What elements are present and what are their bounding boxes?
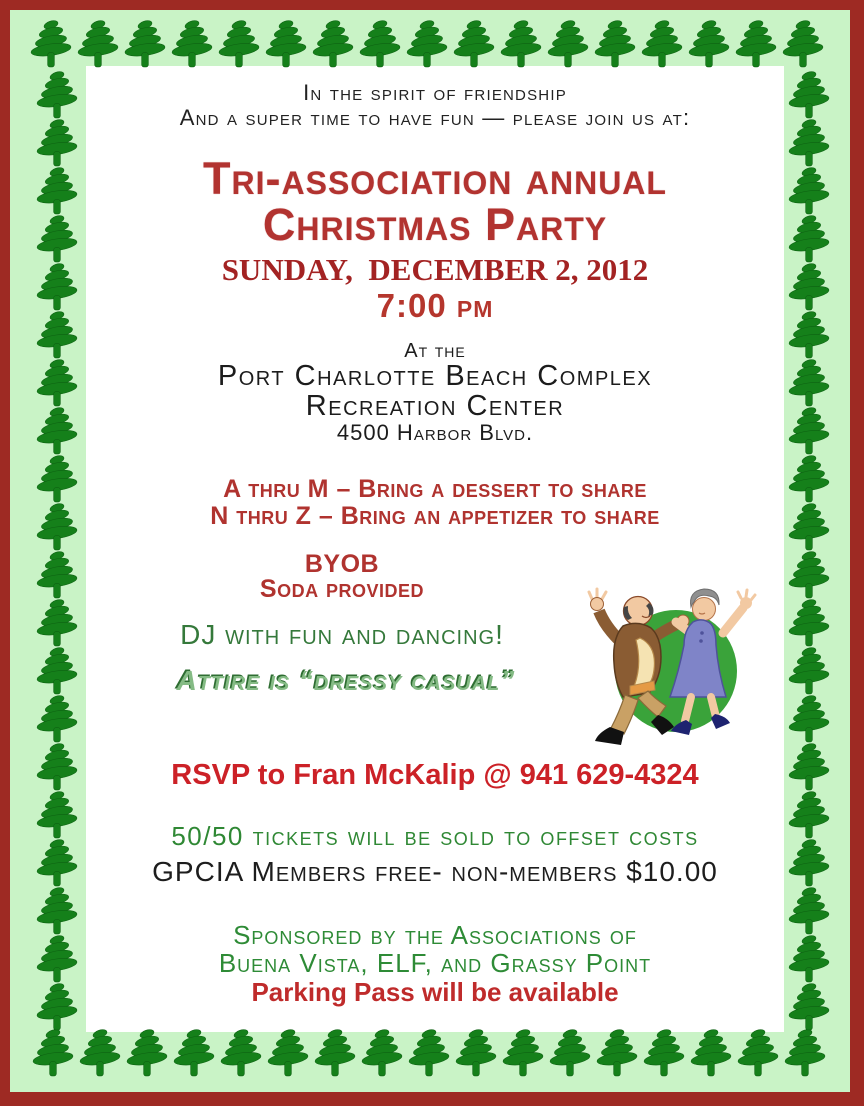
bring-line-2: N thru Z – Bring an appetizer to share	[210, 502, 660, 530]
rsvp-line: RSVP to Fran McKalip @ 941 629-4324	[171, 759, 699, 791]
venue-address: 4500 Harbor Blvd.	[336, 420, 534, 445]
parking-line: Parking Pass will be available	[251, 977, 619, 1007]
title-line-2: Christmas Party	[262, 199, 608, 250]
event-date: SUNDAY, DECEMBER 2, 2012	[221, 252, 649, 287]
drinks-info	[86, 552, 598, 602]
intro-line-1: In the spirit of friendship	[303, 80, 567, 105]
soda-line: Soda provided	[259, 575, 425, 603]
page-title	[86, 153, 784, 250]
sponsors-line-1: Sponsored by the Associations of	[233, 920, 637, 950]
tickets-line: 50/50 tickets will be sold to offset costs	[171, 821, 699, 851]
attire-line: Attire is “dressy casual”	[176, 665, 516, 696]
intro-line-2: And a super time to have fun — please join us at:	[179, 105, 691, 130]
intro-text	[86, 80, 784, 130]
venue-name-line-2: Recreation Center	[305, 390, 565, 422]
entertainment-line: DJ with fun and dancing!	[180, 619, 504, 650]
event-time: 7:00 pm	[376, 287, 494, 324]
dancing-elderly-couple-clipart	[553, 578, 769, 766]
flyer-content	[86, 66, 784, 1032]
byob-line: BYOB	[304, 550, 380, 578]
venue-lead-in: At the	[404, 340, 466, 362]
title-line-1: Tri-association annual	[203, 153, 667, 204]
sponsors-line-2: Buena Vista, ELF, and Grassy Point	[218, 948, 652, 978]
admission-line: GPCIA Members free- non-members $10.00	[152, 856, 718, 887]
venue-name-line-1: Port Charlotte Beach Complex	[217, 360, 653, 392]
bring-line-1: A thru M – Bring a dessert to share	[223, 475, 647, 503]
bring-instructions	[86, 476, 784, 530]
sponsors-text	[86, 921, 784, 977]
